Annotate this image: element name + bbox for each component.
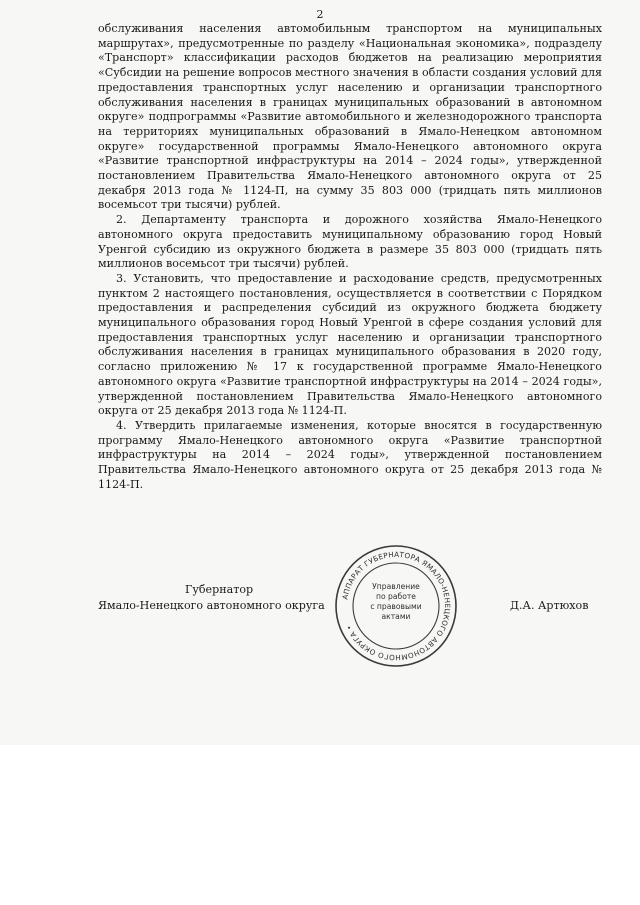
paragraph-4: 4. Утвердить прилагаемые изменения, которые вносятся в государственную программу Ямало-Ненецкого автономного округа «Развитие транспортной инфраструктуры на 2014 – 2024 годы», утвержденной постановлением Правительства Ямало-Ненецкого автономного округа от 25 декабря 2013 года № 1124-П.: [98, 418, 602, 491]
official-stamp: [333, 543, 459, 669]
paragraph-continuation: обслуживания населения автомобильным транспортом на муниципальных маршрутах», предусмотренные по разделу «Национальная экономика», подразделу «Транспорт» классификации расходов бюджетов на реализацию мероприятия «Субсидии на решение вопросов местного значения в области создания условий для предоставления транспортных услуг населению и организации транспортного обслуживания населения в границах муниципальных образований в автономном округе» подпрограммы «Развитие автомобильного и железнодорожного транспорта на территориях муниципальных образований в Ямало-Ненецком автономном округе» государственной программы Ямало-Ненецкого автономного округа «Развитие транспортной инфраструктуры на 2014 – 2024 годы», утвержденной постановлением Правительства Ямало-Ненецкого автономного округа от 25 декабря 2013 года № 1124-П, на сумму 35 803 000 (тридцать пять миллионов восемьсот три тысячи) рублей.: [98, 22, 602, 212]
signature-block: [0, 583, 640, 623]
stamp-seal-icon: [333, 543, 459, 669]
stamp-center-line-4: актами: [381, 612, 411, 621]
stamp-ring-text: АППАРАТ ГУБЕРНАТОРА ЯМАЛО-НЕНЕЦКОГО АВТОНОМНОГО ОКРУГА •: [340, 549, 453, 663]
stamp-center-line-1: Управление: [372, 582, 420, 591]
page-number: 2: [316, 8, 324, 21]
signatory-title: Губернатор: [185, 583, 254, 596]
paragraph-2: 2. Департаменту транспорта и дорожного хозяйства Ямало-Ненецкого автономного округа предоставить муниципальному образованию город Новый Уренгой субсидию из окружного бюджета в размере 35 803 000 (тридцать пять миллионов восемьсот три тысячи) рублей.: [98, 213, 602, 271]
stamp-center-line-2: по работе: [376, 592, 416, 601]
signatory-organization: Ямало-Ненецкого автономного округа: [98, 599, 325, 612]
stamp-center-line-3: с правовыми: [370, 602, 422, 611]
signatory-name: Д.А. Артюхов: [510, 599, 589, 612]
document-body: [98, 22, 602, 493]
paragraph-3: 3. Установить, что предоставление и расходование средств, предусмотренных пунктом 2 настоящего постановления, осуществляется в соответствии с Порядком предоставления и распределения субсидий из окружного бюджета бюджету муниципального образования город Новый Уренгой в сфере создания условий для предоставления транспортных услуг населению и организации транспортного обслуживания населения в границах муниципального образования в 2020 году, согласно приложению № 17 к государственной программе Ямало-Ненецкого автономного округа «Развитие транспортной инфраструктуры на 2014 – 2024 годы», утвержденной постановлением Правительства Ямало-Ненецкого автономного округа от 25 декабря 2013 года № 1124-П.: [98, 271, 602, 418]
